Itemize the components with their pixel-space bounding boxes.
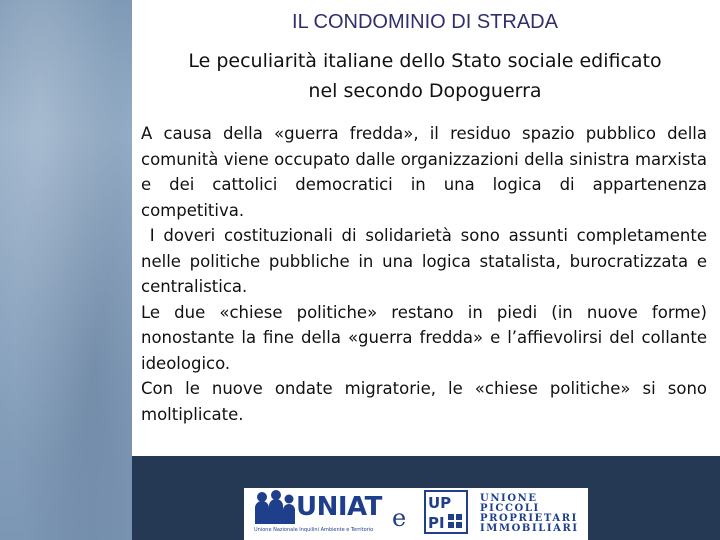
people-icon — [252, 490, 296, 526]
slide-subtitle — [135, 46, 715, 106]
logo-strip — [244, 488, 588, 540]
subtitle-line-2: nel secondo Dopoguerra — [308, 80, 542, 102]
subtitle-line-1: Le peculiarità italiane dello Stato sociale edificato — [188, 50, 662, 72]
paragraph-2: I doveri costituzionali di solidarietà sono assunti completamente nelle politiche pubbliche in una logica statalista, burocratizzata e centralistica. — [141, 226, 713, 296]
svg-text:UP: UP — [428, 494, 452, 512]
uppi-line-4: IMMOBILIARI — [480, 523, 579, 534]
paragraph-3: Le due «chiese politiche» restano in piedi (in nuove forme) nonostante la fine della «guerra fredda» e l’affievolirsi del collante ideologico. — [141, 302, 707, 373]
uniat-tagline: Unione Nazionale Inquilini Ambiente e Territorio — [254, 527, 374, 533]
uppi-line-3: PROPRIETARI — [480, 513, 578, 524]
slide-title: IL CONDOMINIO DI STRADA — [292, 11, 558, 33]
uniat-logo — [252, 490, 382, 536]
paragraph-4: Con le nuove ondate migratorie, le «chiese politiche» si sono moltiplicate. — [141, 379, 707, 424]
uppi-line-1: UNIONE — [480, 493, 538, 504]
conjunction-text: e — [392, 504, 407, 532]
svg-text:PI: PI — [428, 514, 445, 532]
slide-body — [141, 121, 713, 427]
decorative-sidebar — [0, 0, 132, 540]
uppi-wordmark — [480, 494, 579, 534]
footer-band — [132, 456, 720, 540]
uppi-emblem-icon — [424, 490, 468, 534]
uppi-logo — [424, 490, 584, 536]
uniat-wordmark: UNIAT — [296, 492, 382, 522]
uppi-line-2: PICCOLI — [480, 503, 540, 514]
paragraph-1: A causa della «guerra fredda», il residuo spazio pubblico della comunità viene occupato dalle organizzazioni della sinistra marxista e dei cattolici democratici in una logica di appartenenza competitiva. — [141, 124, 707, 220]
